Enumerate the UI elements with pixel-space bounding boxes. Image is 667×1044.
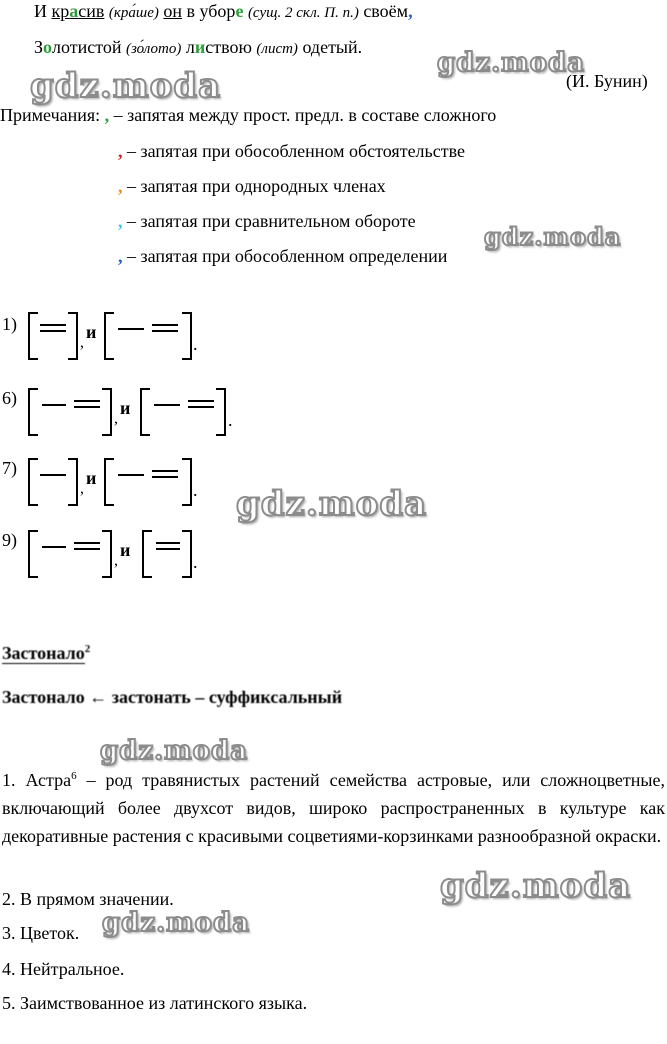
predicate-line: [156, 542, 180, 544]
watermark: gdz.moda: [236, 484, 428, 524]
watermark: gdz.moda: [440, 866, 632, 906]
verse-line-1: [34, 0, 413, 24]
watermark: gdz.moda: [437, 48, 586, 78]
note-mark: ,: [118, 246, 123, 266]
predicate-line: [74, 400, 100, 402]
subject-line: [40, 474, 66, 476]
subject-line: [42, 546, 66, 548]
scheme-period: .: [193, 334, 198, 354]
note-text: – запятая при однородных членах: [122, 176, 386, 196]
verse-word: он: [163, 1, 183, 21]
scheme-bracket-left: [104, 312, 114, 360]
note-line: [118, 210, 416, 232]
analysis-item: 5. Заимствованное из латинского языка.: [2, 993, 308, 1013]
note-text: – запятая между прост. предл. в составе сложного: [109, 105, 497, 125]
scheme-bracket-right: [102, 530, 112, 578]
scheme-bracket-right: [216, 388, 226, 436]
note-text: – запятая при обособленном обстоятельстве: [122, 141, 465, 161]
scheme-number: 9): [2, 530, 17, 550]
verse-author: (И. Бунин): [566, 71, 648, 91]
note-text: – запятая при обособленном определении: [122, 246, 448, 266]
scheme-bracket-left: [28, 312, 38, 360]
notes-title-line: [0, 104, 496, 126]
scheme-number: 7): [2, 458, 17, 478]
verse-comma: ,: [408, 1, 413, 21]
scheme-comma: ,: [80, 334, 84, 351]
verse-word: в уборе: [186, 1, 244, 21]
task-number: 6: [71, 770, 77, 782]
verse-word: своём: [363, 1, 409, 21]
verse-word: И: [34, 1, 47, 21]
predicate-line: [188, 400, 214, 402]
sentence-scheme: [0, 388, 260, 438]
scheme-bracket-left: [142, 530, 152, 578]
analysis-item: 4. Нейтральное.: [2, 959, 125, 979]
note-mark: ,: [118, 211, 123, 231]
scheme-bracket-right: [68, 458, 78, 506]
scheme-comma: ,: [114, 552, 118, 569]
predicate-line: [74, 542, 100, 544]
verse-line-2: [34, 36, 362, 60]
sentence-scheme: [0, 458, 260, 508]
predicate-line: [188, 406, 214, 408]
scheme-bracket-right: [68, 312, 78, 360]
verse-word: красив: [51, 1, 105, 21]
analysis-item: 1. Астра: [2, 770, 72, 790]
subject-line: [118, 474, 144, 476]
scheme-bracket-right: [102, 388, 112, 436]
note-line: [118, 140, 465, 162]
scheme-bracket-left: [28, 530, 38, 578]
note-mark: ,: [104, 105, 110, 125]
scheme-conjunction: и: [120, 398, 131, 418]
verse-note: (сущ. 2 скл. П. п.): [247, 5, 359, 21]
watermark: gdz.moda: [102, 908, 251, 938]
subject-line: [40, 324, 66, 326]
note-mark: ,: [118, 141, 123, 161]
sentence-scheme: [0, 530, 260, 580]
verse-word: Золотистой: [34, 37, 122, 57]
scheme-number: 1): [2, 314, 17, 334]
scheme-bracket-right: [182, 530, 192, 578]
predicate-line: [152, 324, 178, 326]
analysis-item: 2. В прямом значении.: [2, 889, 174, 909]
scheme-period: .: [228, 410, 233, 430]
predicate-line: [40, 330, 66, 332]
analysis-paragraph: [2, 762, 665, 850]
predicate-line: [152, 476, 178, 478]
analysis-text: – род травянистых растений семейства астровые, или сложноцветные, включающий более двухсот видов, широко распространенных в культуре как декоративные растения с красивыми соцветиями-корзинками разнообразной окраски.: [2, 770, 665, 846]
watermark: gdz.moda: [100, 736, 249, 766]
scheme-comma: ,: [114, 410, 118, 427]
watermark: gdz.moda: [30, 66, 222, 106]
scheme-conjunction: и: [120, 540, 131, 560]
analysis-item: 3. Цветок.: [2, 923, 80, 943]
verse-note: (лист): [256, 41, 298, 57]
predicate-line: [74, 406, 100, 408]
predicate-line: [152, 470, 178, 472]
subject-line: [154, 404, 180, 406]
morpheme-word: [2, 638, 90, 664]
scheme-conjunction: и: [86, 468, 97, 488]
scheme-bracket-left: [28, 388, 38, 436]
subject-line: [42, 404, 66, 406]
verse-word: одетый.: [302, 37, 363, 57]
verse-note: (зо́лото): [126, 41, 182, 57]
scheme-period: .: [193, 552, 198, 572]
note-line: [118, 245, 447, 267]
scheme-bracket-left: [140, 388, 150, 436]
scheme-bracket-right: [182, 312, 192, 360]
predicate-line: [156, 548, 180, 550]
scheme-number: 6): [2, 388, 17, 408]
notes-title: Примечания:: [0, 105, 101, 125]
predicate-line: [74, 548, 100, 550]
subject-line: [118, 328, 144, 330]
note-line: [118, 175, 386, 197]
task-number: 2: [84, 643, 91, 655]
verse-note: (кра́ше): [108, 5, 159, 21]
predicate-line: [152, 330, 178, 332]
watermark: gdz.moda: [484, 222, 622, 251]
sentence-scheme: [0, 312, 260, 362]
scheme-period: .: [193, 480, 198, 500]
scheme-bracket-left: [104, 458, 114, 506]
note-text: – запятая при сравнительном обороте: [122, 211, 416, 231]
verse-word: листвою: [185, 37, 252, 57]
scheme-bracket-left: [28, 458, 38, 506]
scheme-comma: ,: [80, 480, 84, 497]
word-formation-line: Застонало ← застонать – суффиксальный: [2, 687, 343, 707]
word-parsed: Застонало: [2, 643, 85, 663]
scheme-bracket-right: [182, 458, 192, 506]
note-mark: ,: [118, 176, 123, 196]
scheme-conjunction: и: [86, 322, 97, 342]
